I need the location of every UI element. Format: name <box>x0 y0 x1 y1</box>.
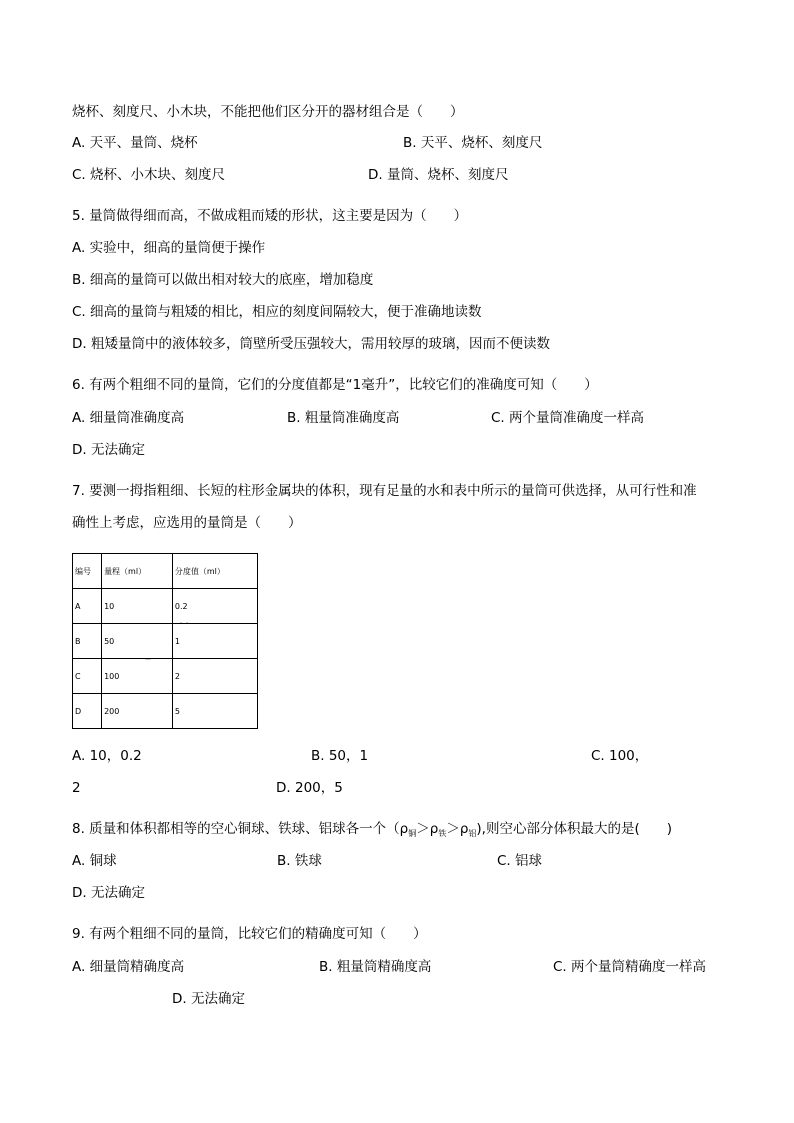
cylinder-spec-table <box>72 553 258 729</box>
q5-option-c: C. 细高的量筒与粗矮的相比，相应的刻度间隔较大，便于准确地读数 <box>72 304 482 320</box>
q6-stem: 6. 有两个粗细不同的量筒，它们的分度值都是“1毫升”，比较它们的准确度可知（ ） <box>72 377 598 393</box>
q8-option-d: D. 无法确定 <box>72 885 145 901</box>
table-cell: 200 <box>102 694 173 729</box>
density-subscript-copper: 铜 <box>408 829 417 838</box>
q9-stem: 9. 有两个粗细不同的量筒，比较它们的精确度可知（ ） <box>72 926 427 942</box>
q8-option-a: A. 铜球 <box>72 853 117 869</box>
q4-stem: 烧杯、刻度尺、小木块，不能把他们区分开的器材组合是（ ） <box>72 104 464 120</box>
q7-option-d: D. 200，5 <box>276 780 343 796</box>
table-cell: B <box>73 624 102 659</box>
q8-option-c: C. 铝球 <box>497 853 543 869</box>
q8-stem <box>72 820 672 843</box>
q6-option-a: A. 细量筒准确度高 <box>72 410 185 426</box>
q4-option-d: D. 量筒、烧杯、刻度尺 <box>368 167 509 183</box>
greater-than-sign: ＞ρ <box>416 821 439 837</box>
q8-option-b: B. 铁球 <box>277 853 322 869</box>
table-header-cell: 分度值（ml） <box>172 554 257 589</box>
scan-artifact-mark: - - <box>180 619 190 626</box>
table-cell: A <box>73 589 102 624</box>
table-cell: 2 <box>172 659 257 694</box>
q5-option-b: B. 细高的量筒可以做出相对较大的底座，增加稳度 <box>72 272 374 288</box>
q4-option-a: A. 天平、量筒、烧杯 <box>72 135 198 151</box>
q6-option-c: C. 两个量筒准确度一样高 <box>491 410 645 426</box>
q4-option-b: B. 天平、烧杯、刻度尺 <box>403 135 543 151</box>
q9-option-b: B. 粗量筒精确度高 <box>319 959 432 975</box>
density-subscript-iron: 铁 <box>438 829 447 838</box>
q7-option-b: B. 50，1 <box>311 748 369 764</box>
table-cell: 0.2 <box>172 589 257 624</box>
q5-option-a: A. 实验中，细高的量筒便于操作 <box>72 240 266 256</box>
table-cell: 100 <box>102 659 173 694</box>
table-cell: D <box>73 694 102 729</box>
table-row <box>73 589 258 624</box>
table-row <box>73 694 258 729</box>
q7-option-a: A. 10，0.2 <box>72 748 142 764</box>
q9-option-c: C. 两个量筒精确度一样高 <box>553 959 707 975</box>
q5-stem: 5. 量筒做得细而高，不做成粗而矮的形状，这主要是因为（ ） <box>72 208 468 224</box>
table-cell: 50 <box>102 624 173 659</box>
q8-stem-text: 8. 质量和体积都相等的空心铜球、铁球、铝球各一个（ρ <box>72 821 409 837</box>
q9-option-d: D. 无法确定 <box>172 991 245 1007</box>
q4-option-c: C. 烧杯、小木块、刻度尺 <box>72 167 226 183</box>
table-header-cell: 编号 <box>73 554 102 589</box>
q6-option-d: D. 无法确定 <box>72 442 145 458</box>
scan-artifact-mark: — <box>145 656 152 663</box>
q5-option-d: D. 粗矮量筒中的液体较多，筒壁所受压强较大，需用较厚的玻璃，因而不便读数 <box>72 336 550 352</box>
table-header-row <box>73 554 258 589</box>
table-row <box>73 624 258 659</box>
table-cell: 1 <box>172 624 257 659</box>
q7-option-c-continued: 2 <box>72 780 81 796</box>
greater-than-sign: ＞ρ <box>446 821 469 837</box>
table-row <box>73 659 258 694</box>
q7-option-c: C. 100， <box>591 748 649 764</box>
q7-stem-line2: 确性上考虑，应选用的量筒是（ ） <box>72 515 302 531</box>
q7-stem-line1: 7. 要测一拇指粗细、长短的柱形金属块的体积，现有足量的水和表中所示的量筒可供选择，从可行性和准 <box>72 483 697 499</box>
table-cell: 5 <box>172 694 257 729</box>
q8-stem-text-end: ),则空心部分体积最大的是( ) <box>476 821 672 837</box>
density-subscript-aluminum: 铝 <box>468 829 477 838</box>
q9-option-a: A. 细量筒精确度高 <box>72 959 185 975</box>
table-header-cell: 量程（ml） <box>102 554 173 589</box>
table-cell: 10 <box>102 589 173 624</box>
q6-option-b: B. 粗量筒准确度高 <box>287 410 400 426</box>
table-cell: C <box>73 659 102 694</box>
